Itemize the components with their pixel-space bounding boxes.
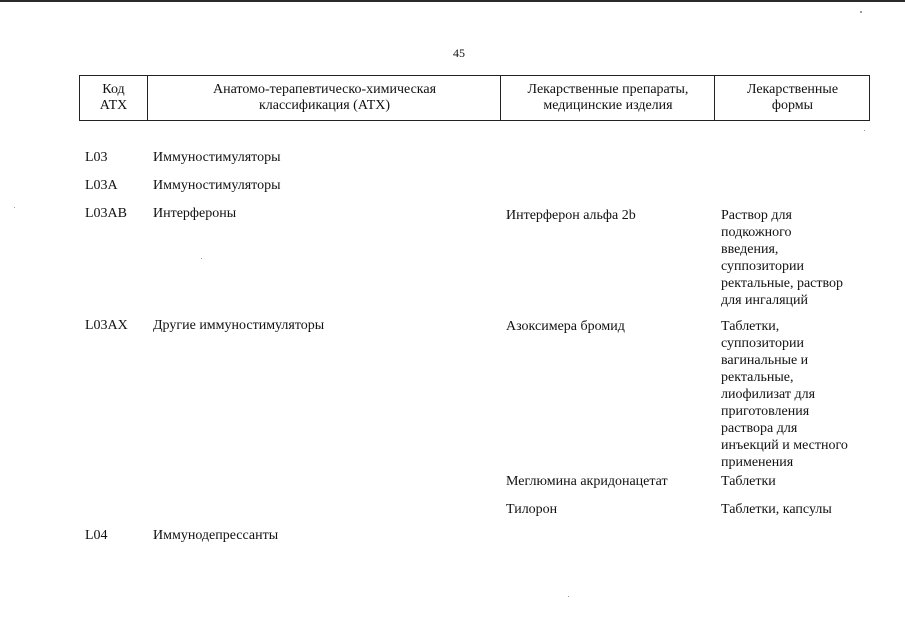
scan-speck [201, 258, 202, 259]
row-drug: Меглюмина акридонацетат [506, 474, 668, 489]
top-border-line [0, 0, 905, 2]
row-classification: Иммуностимуляторы [153, 178, 281, 193]
header-drugs-label: Лекарственные препараты, медицинские изделия [527, 82, 689, 113]
row-form: Таблетки, суппозитории вагинальные и ректальные, лиофилизат для приготовления раствора для инъекций и местного применения [721, 319, 848, 470]
table-header [79, 75, 870, 121]
row-form: Раствор для подкожного введения, суппозитории ректальные, раствор для ингаляций [721, 208, 844, 308]
row-form: Таблетки [721, 474, 776, 489]
row-classification: Иммуностимуляторы [153, 150, 281, 165]
header-drugs [500, 76, 715, 120]
scan-speck [14, 207, 15, 208]
row-classification: Иммунодепрессанты [153, 528, 279, 543]
row-form: Таблетки, капсулы [721, 502, 832, 517]
row-drug: Интерферон альфа 2b [506, 208, 636, 223]
row-code: L03AX [85, 318, 128, 333]
header-code [80, 76, 148, 120]
scan-speck [568, 596, 569, 597]
header-forms-label: Лекарственные формы [746, 82, 839, 113]
row-code: L04 [85, 528, 108, 543]
row-code: L03 [85, 150, 108, 165]
row-code: L03A [85, 178, 118, 193]
row-classification: Интерфероны [153, 206, 237, 221]
header-forms [714, 76, 870, 120]
row-drug: Тилорон [506, 502, 558, 517]
row-classification: Другие иммуностимуляторы [153, 318, 325, 333]
page-number: 45 [453, 46, 465, 60]
header-classification [147, 76, 501, 120]
header-classification-label: Анатомо-терапевтическо-химическая классификация (АТХ) [212, 82, 437, 113]
scan-speck [860, 11, 862, 13]
row-code: L03AB [85, 206, 127, 221]
header-code-label: Код АТХ [99, 82, 128, 113]
scan-speck [864, 130, 865, 131]
row-drug: Азоксимера бромид [506, 319, 625, 334]
